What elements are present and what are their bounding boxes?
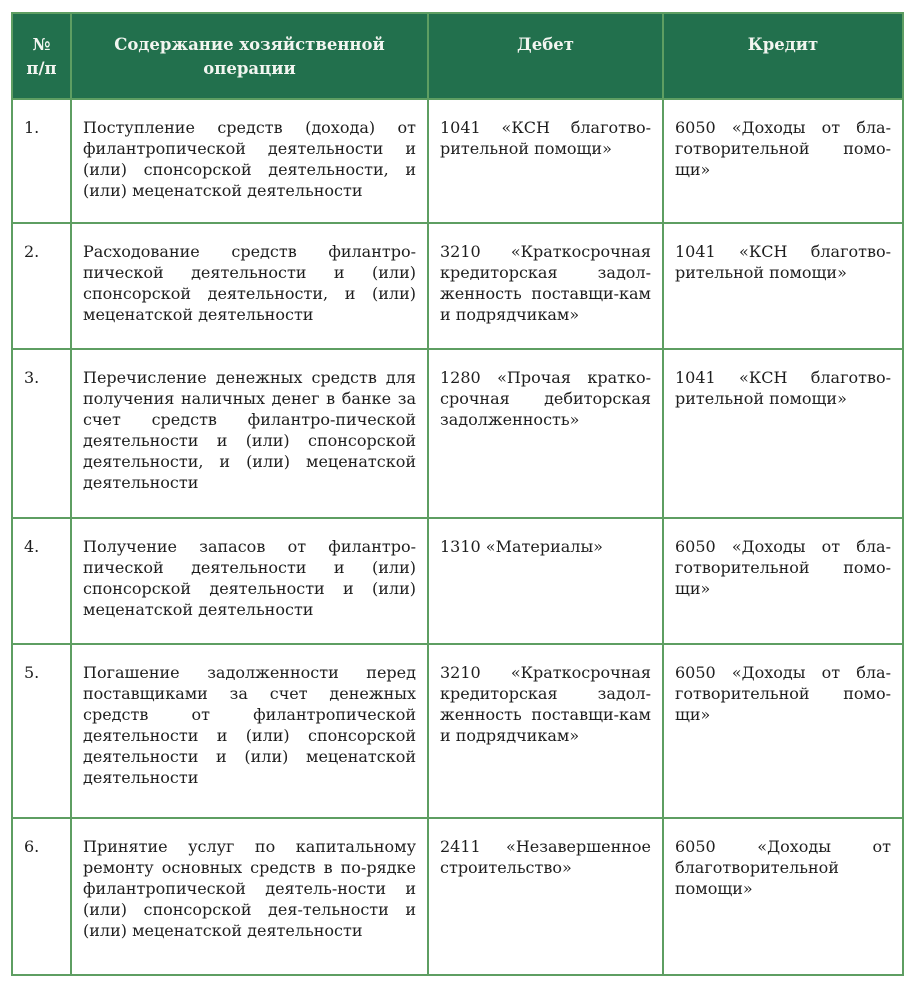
row-credit: 6050 «Доходы от бла-готворительной помо-щи» [663,644,903,818]
row-debit: 1041 «КСН благотво-рительной помощи» [428,99,663,223]
row-number: 4. [12,518,71,644]
header-number [12,13,71,99]
table-header [12,13,903,99]
header-credit: Кредит [663,13,903,99]
row-number: 6. [12,818,71,975]
table-row [12,818,903,975]
row-credit: 6050 «Доходы от бла-готворительной помо-щи» [663,99,903,223]
header-row [12,13,903,99]
header-number-symbol: № [32,35,51,54]
row-description: Расходование средств филантро-пической деятельности и (или) спонсорской деятельности, и (или) меценатской деятельности [71,223,428,349]
row-debit: 1310 «Материалы» [428,518,663,644]
row-debit: 2411 «Незавершенное строительство» [428,818,663,975]
row-number: 2. [12,223,71,349]
row-credit: 1041 «КСН благотво-рительной помощи» [663,349,903,518]
row-debit: 1280 «Прочая кратко-срочная дебиторская задолженность» [428,349,663,518]
table-body [12,99,903,975]
table-row [12,99,903,223]
table-row [12,518,903,644]
row-description: Получение запасов от филантро-пической деятельности и (или) спонсорской деятельности и (или) меценатской деятельности [71,518,428,644]
header-number-label: п/п [26,59,57,78]
row-credit: 6050 «Доходы от бла-готворительной помо-щи» [663,518,903,644]
row-credit: 1041 «КСН благотво-рительной помощи» [663,223,903,349]
row-number: 3. [12,349,71,518]
row-credit: 6050 «Доходы от благотворительной помощи» [663,818,903,975]
header-debit: Дебет [428,13,663,99]
row-debit: 3210 «Краткосрочная кредиторская задол-женность поставщи-кам и подрядчикам» [428,223,663,349]
accounting-entries-table [11,12,904,976]
row-description: Перечисление денежных средств для получения наличных денег в банке за счет средств филантро-пической деятельности и (или) спонсорской деятельности, и (или) меценатской деятельности [71,349,428,518]
row-number: 5. [12,644,71,818]
table-row [12,223,903,349]
row-debit: 3210 «Краткосрочная кредиторская задол-женность поставщи-кам и подрядчикам» [428,644,663,818]
table-row [12,644,903,818]
row-description: Принятие услуг по капитальному ремонту основных средств в по-рядке филантропической деятель-ности и (или) спонсорской дея-тельности и (или) меценатской деятельности [71,818,428,975]
row-description: Поступление средств (дохода) от филантропической деятельности и (или) спонсорской деятельности, и (или) меценатской деятельности [71,99,428,223]
row-number: 1. [12,99,71,223]
table-row [12,349,903,518]
header-description: Содержание хозяйственной операции [71,13,428,99]
row-description: Погашение задолженности перед поставщиками за счет денежных средств от филантропической деятельности и (или) спонсорской деятельности и (или) меценатской деятельности [71,644,428,818]
